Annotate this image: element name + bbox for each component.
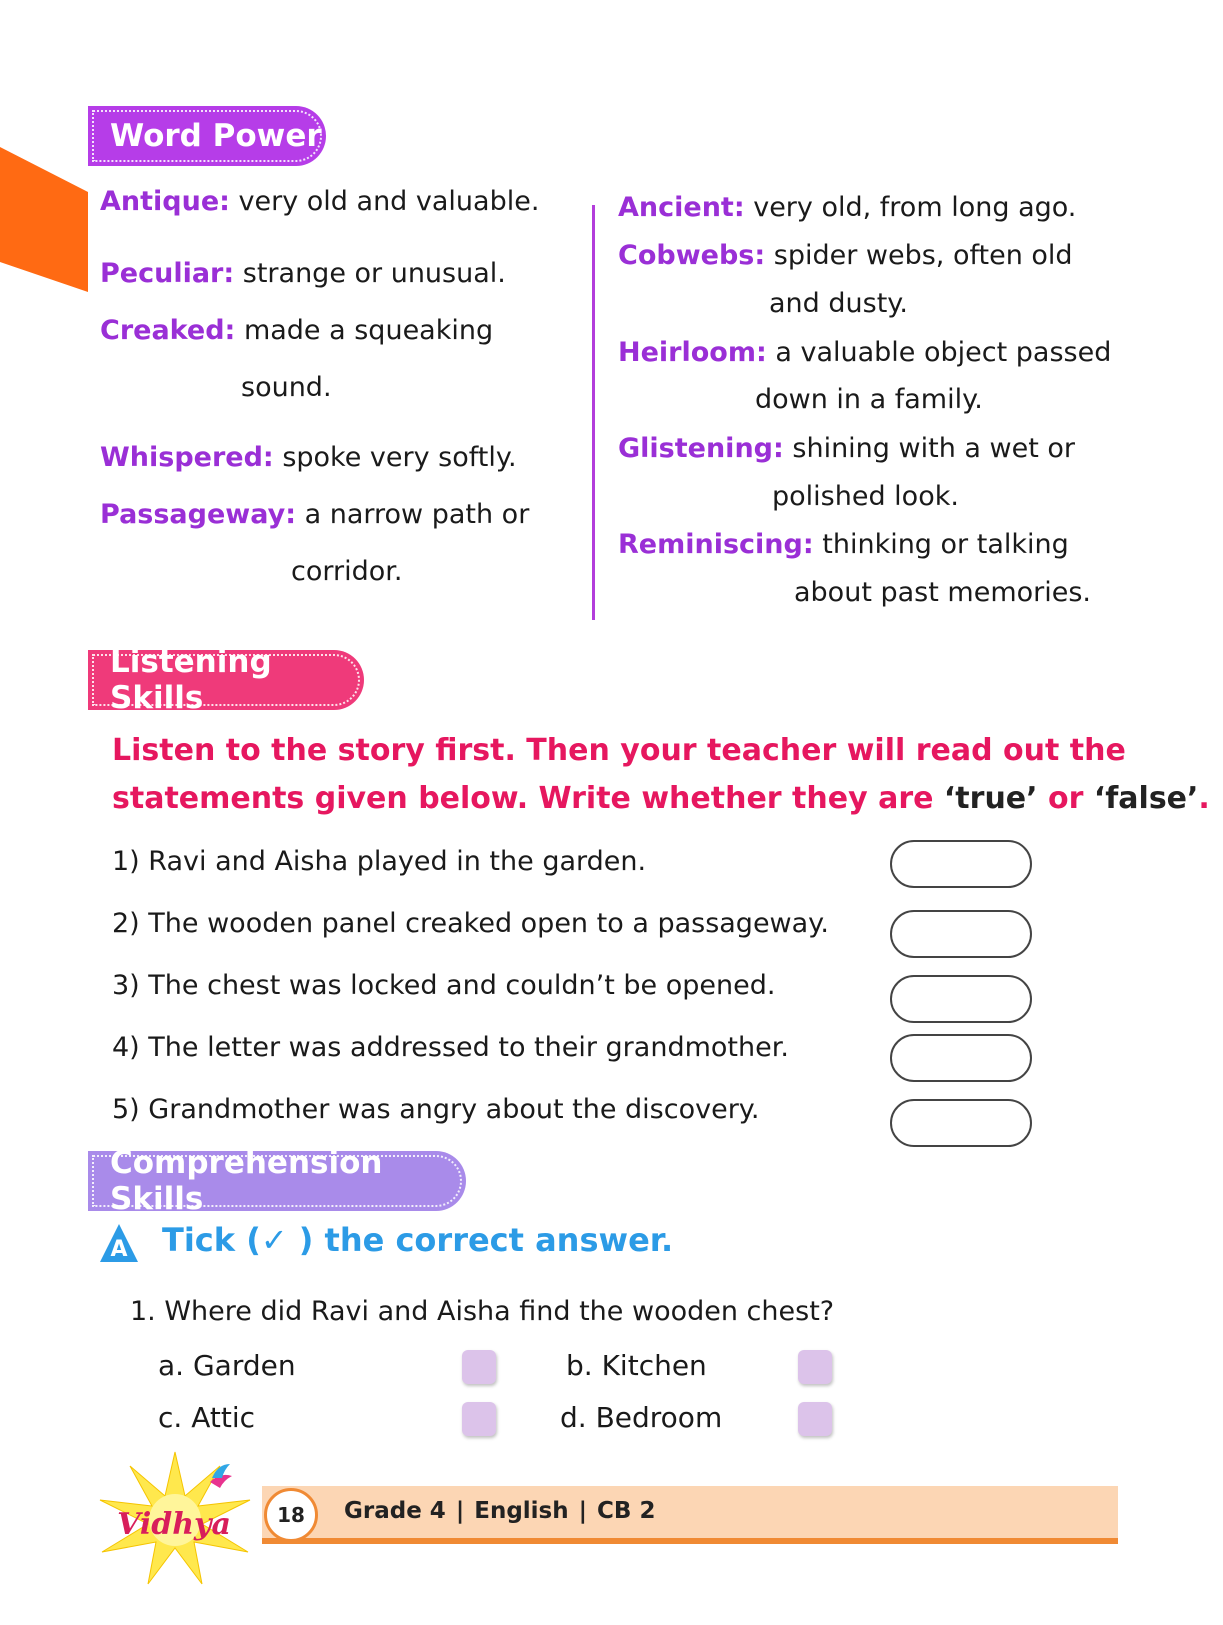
footer-rule — [262, 1538, 1118, 1544]
listening-skills-title: Listening Skills — [110, 644, 272, 716]
word-power-title: Word Power — [110, 118, 322, 154]
glossary-item-passageway — [100, 499, 529, 531]
glossary-item-glistening — [618, 433, 1075, 465]
listening-skills-heading — [88, 644, 364, 716]
glossary-item-reminiscing — [618, 529, 1069, 561]
glossary-item-cobwebs — [618, 240, 1073, 272]
tick-box-c[interactable] — [462, 1402, 496, 1436]
glossary-term: Creaked: — [100, 315, 236, 346]
glossary-term: Antique: — [100, 186, 230, 217]
exercise-a-badge-icon — [96, 1220, 142, 1266]
glossary-definition-continued: down in a family. — [755, 384, 983, 415]
glossary-item-creaked — [100, 315, 493, 347]
glossary-definition: strange or unusual. — [242, 258, 506, 289]
glossary-term: Glistening: — [618, 433, 784, 464]
vidhya-logo — [90, 1448, 260, 1588]
exercise-title: Tick (✓ ) the correct answer. — [162, 1221, 674, 1259]
footer-separator: | — [455, 1498, 465, 1524]
page-number: 18 — [264, 1488, 318, 1542]
option-d: d. Bedroom — [560, 1401, 723, 1434]
option-c: c. Attic — [158, 1401, 255, 1434]
footer-subject: English — [474, 1498, 569, 1524]
glossary-definition: a valuable object passed — [775, 337, 1112, 368]
glossary-definition-continued: corridor. — [291, 556, 403, 587]
answer-box-5[interactable] — [890, 1099, 1032, 1147]
glossary-term: Peculiar: — [100, 258, 235, 289]
glossary-definition: thinking or talking — [822, 529, 1069, 560]
glossary-definition: very old, from long ago. — [753, 192, 1077, 223]
statement-3: 3) The chest was locked and couldn’t be opened. — [112, 970, 776, 1001]
glossary-term: Whispered: — [100, 442, 274, 473]
column-divider — [592, 205, 595, 620]
statement-5: 5) Grandmother was angry about the discovery. — [112, 1094, 760, 1125]
comprehension-skills-heading — [88, 1145, 466, 1217]
word-power-heading — [88, 106, 326, 166]
listening-instruction-line-2 — [112, 781, 1210, 816]
tick-box-b[interactable] — [798, 1350, 832, 1384]
instruction-or-word: or — [1037, 781, 1094, 816]
option-b: b. Kitchen — [566, 1349, 707, 1382]
footer-separator: | — [578, 1498, 588, 1524]
glossary-item-ancient — [618, 192, 1076, 224]
answer-box-2[interactable] — [890, 910, 1032, 958]
glossary-term: Ancient: — [618, 192, 745, 223]
glossary-definition-continued: sound. — [241, 372, 332, 403]
glossary-term: Passageway: — [100, 499, 297, 530]
glossary-term: Heirloom: — [618, 337, 767, 368]
instruction-true-word: ‘true’ — [943, 781, 1038, 816]
footer-book: CB 2 — [597, 1498, 656, 1524]
statement-1: 1) Ravi and Aisha played in the garden. — [112, 846, 647, 877]
glossary-item-whispered — [100, 442, 517, 474]
tick-box-a[interactable] — [462, 1350, 496, 1384]
instruction-period: . — [1198, 781, 1210, 816]
answer-box-4[interactable] — [890, 1034, 1032, 1082]
comprehension-skills-title: Comprehension Skills — [110, 1145, 383, 1217]
answer-box-3[interactable] — [890, 975, 1032, 1023]
glossary-definition-continued: polished look. — [772, 481, 959, 512]
glossary-definition-continued: and dusty. — [769, 288, 908, 319]
glossary-item-antique — [100, 186, 539, 218]
logo-text: Vidhya — [117, 1507, 231, 1542]
exercise-a-label: A — [110, 1237, 128, 1262]
glossary-item-heirloom — [618, 337, 1111, 369]
statement-2: 2) The wooden panel creaked open to a passageway. — [112, 908, 829, 939]
answer-box-1[interactable] — [890, 840, 1032, 888]
tick-box-d[interactable] — [798, 1402, 832, 1436]
glossary-definition: very old and valuable. — [238, 186, 540, 217]
glossary-term: Reminiscing: — [618, 529, 814, 560]
glossary-definition: shining with a wet or — [792, 433, 1075, 464]
glossary-term: Cobwebs: — [618, 240, 766, 271]
instruction-text: statements given below. Write whether they are — [112, 781, 944, 816]
statement-4: 4) The letter was addressed to their grandmother. — [112, 1032, 789, 1063]
instruction-false-word: ‘false’ — [1093, 781, 1199, 816]
footer-grade: Grade 4 — [344, 1498, 446, 1524]
glossary-definition: spoke very softly. — [282, 442, 517, 473]
corner-flag-decoration — [0, 147, 88, 292]
glossary-definition: spider webs, often old — [773, 240, 1073, 271]
listening-instruction-line-1: Listen to the story first. Then your teacher will read out the — [112, 733, 1126, 768]
glossary-definition: made a squeaking — [243, 315, 494, 346]
question-1: 1. Where did Ravi and Aisha find the wooden chest? — [130, 1296, 835, 1327]
glossary-definition-continued: about past memories. — [794, 577, 1091, 608]
option-a: a. Garden — [158, 1349, 296, 1382]
glossary-definition: a narrow path or — [304, 499, 530, 530]
glossary-item-peculiar — [100, 258, 506, 290]
footer-text — [344, 1498, 655, 1524]
